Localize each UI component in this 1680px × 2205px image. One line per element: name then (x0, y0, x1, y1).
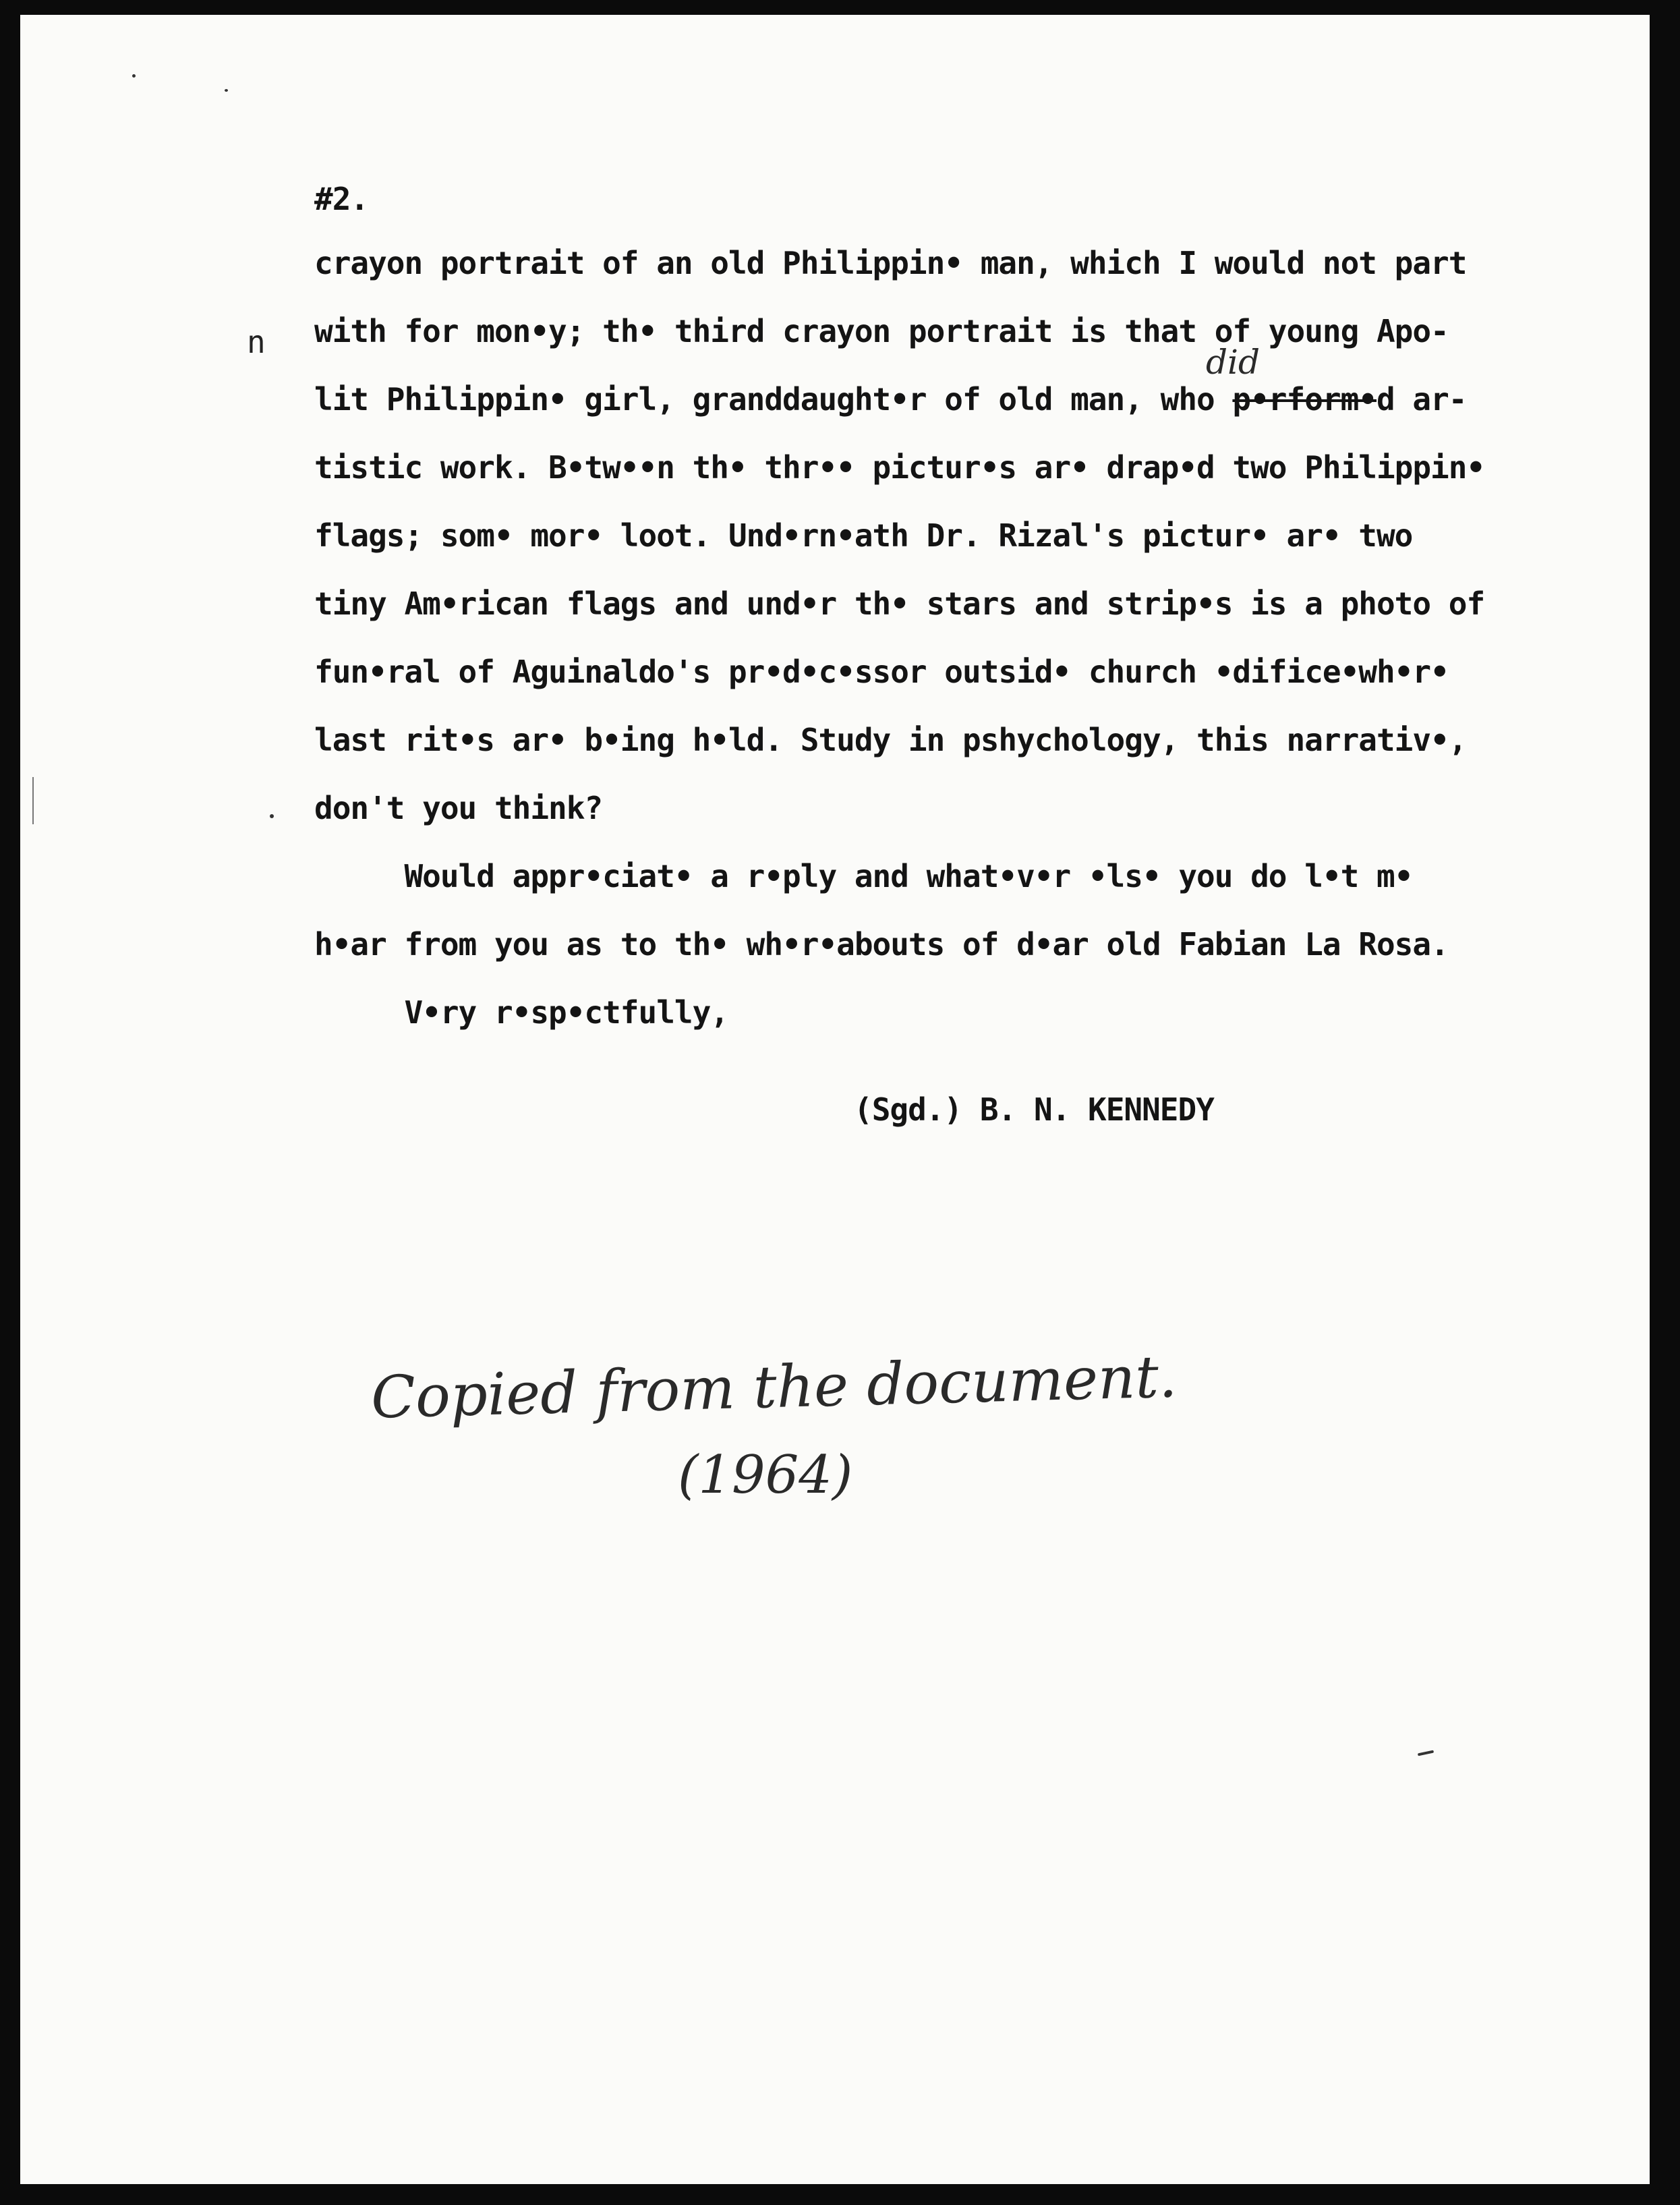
handwritten-insert: did (1206, 343, 1261, 382)
text-line-8: last rit•s ar• b•ing h•ld. Study in pshychology, this narrativ•, (314, 722, 1467, 758)
signature-block: (Sgd.) B. N. KENNEDY (854, 1091, 1214, 1128)
document-page (20, 15, 1650, 2184)
text-line-7: fun•ral of Aguinaldo's pr•d•c•ssor outsid• church •difice•wh•r• (314, 654, 1449, 690)
text-line-4: tistic work. B•tw••n th• thr•• pictur•s ar• drap•d two Philippin• (314, 449, 1485, 486)
text-line-11: h•ar from you as to th• wh•r•abouts of d•ar old Fabian La Rosa. (314, 926, 1449, 963)
text-line-1: crayon portrait of an old Philippin• man, which I would not part (314, 245, 1467, 281)
text-line-5: flags; som• mor• loot. Und•rn•ath Dr. Rizal's pictur• ar• two (314, 517, 1413, 554)
text-line-9: don't you think? (314, 790, 603, 826)
handwritten-note-line-1: Copied from the document. (370, 1343, 1178, 1432)
scan-speck (132, 74, 136, 78)
text-line-2: with for mon•y; th• third crayon portrait is that of young Apo- (314, 313, 1449, 349)
text-line-12: V•ry r•sp•ctfully, (314, 994, 728, 1031)
scan-speck (270, 814, 274, 818)
handwritten-note-line-2: (1964) (678, 1445, 853, 1506)
text-line-3-end: d ar- (1376, 381, 1467, 418)
page-number: #2. (314, 181, 369, 217)
struck-word: p•rform• (1232, 381, 1377, 418)
text-line-3-start: lit Philippin• girl, granddaught•r of old man, who (314, 381, 1233, 418)
margin-letter: n (247, 324, 266, 360)
text-line-6: tiny Am•rican flags and und•r th• stars and strip•s is a photo of (314, 585, 1485, 622)
text-line-10: Would appr•ciat• a r•ply and what•v•r •ls• you do l•t m• (314, 858, 1413, 894)
text-line-3 (314, 381, 1467, 418)
scan-speck (225, 89, 228, 92)
scan-speck (1418, 1750, 1434, 1756)
edge-smudge (32, 777, 34, 824)
